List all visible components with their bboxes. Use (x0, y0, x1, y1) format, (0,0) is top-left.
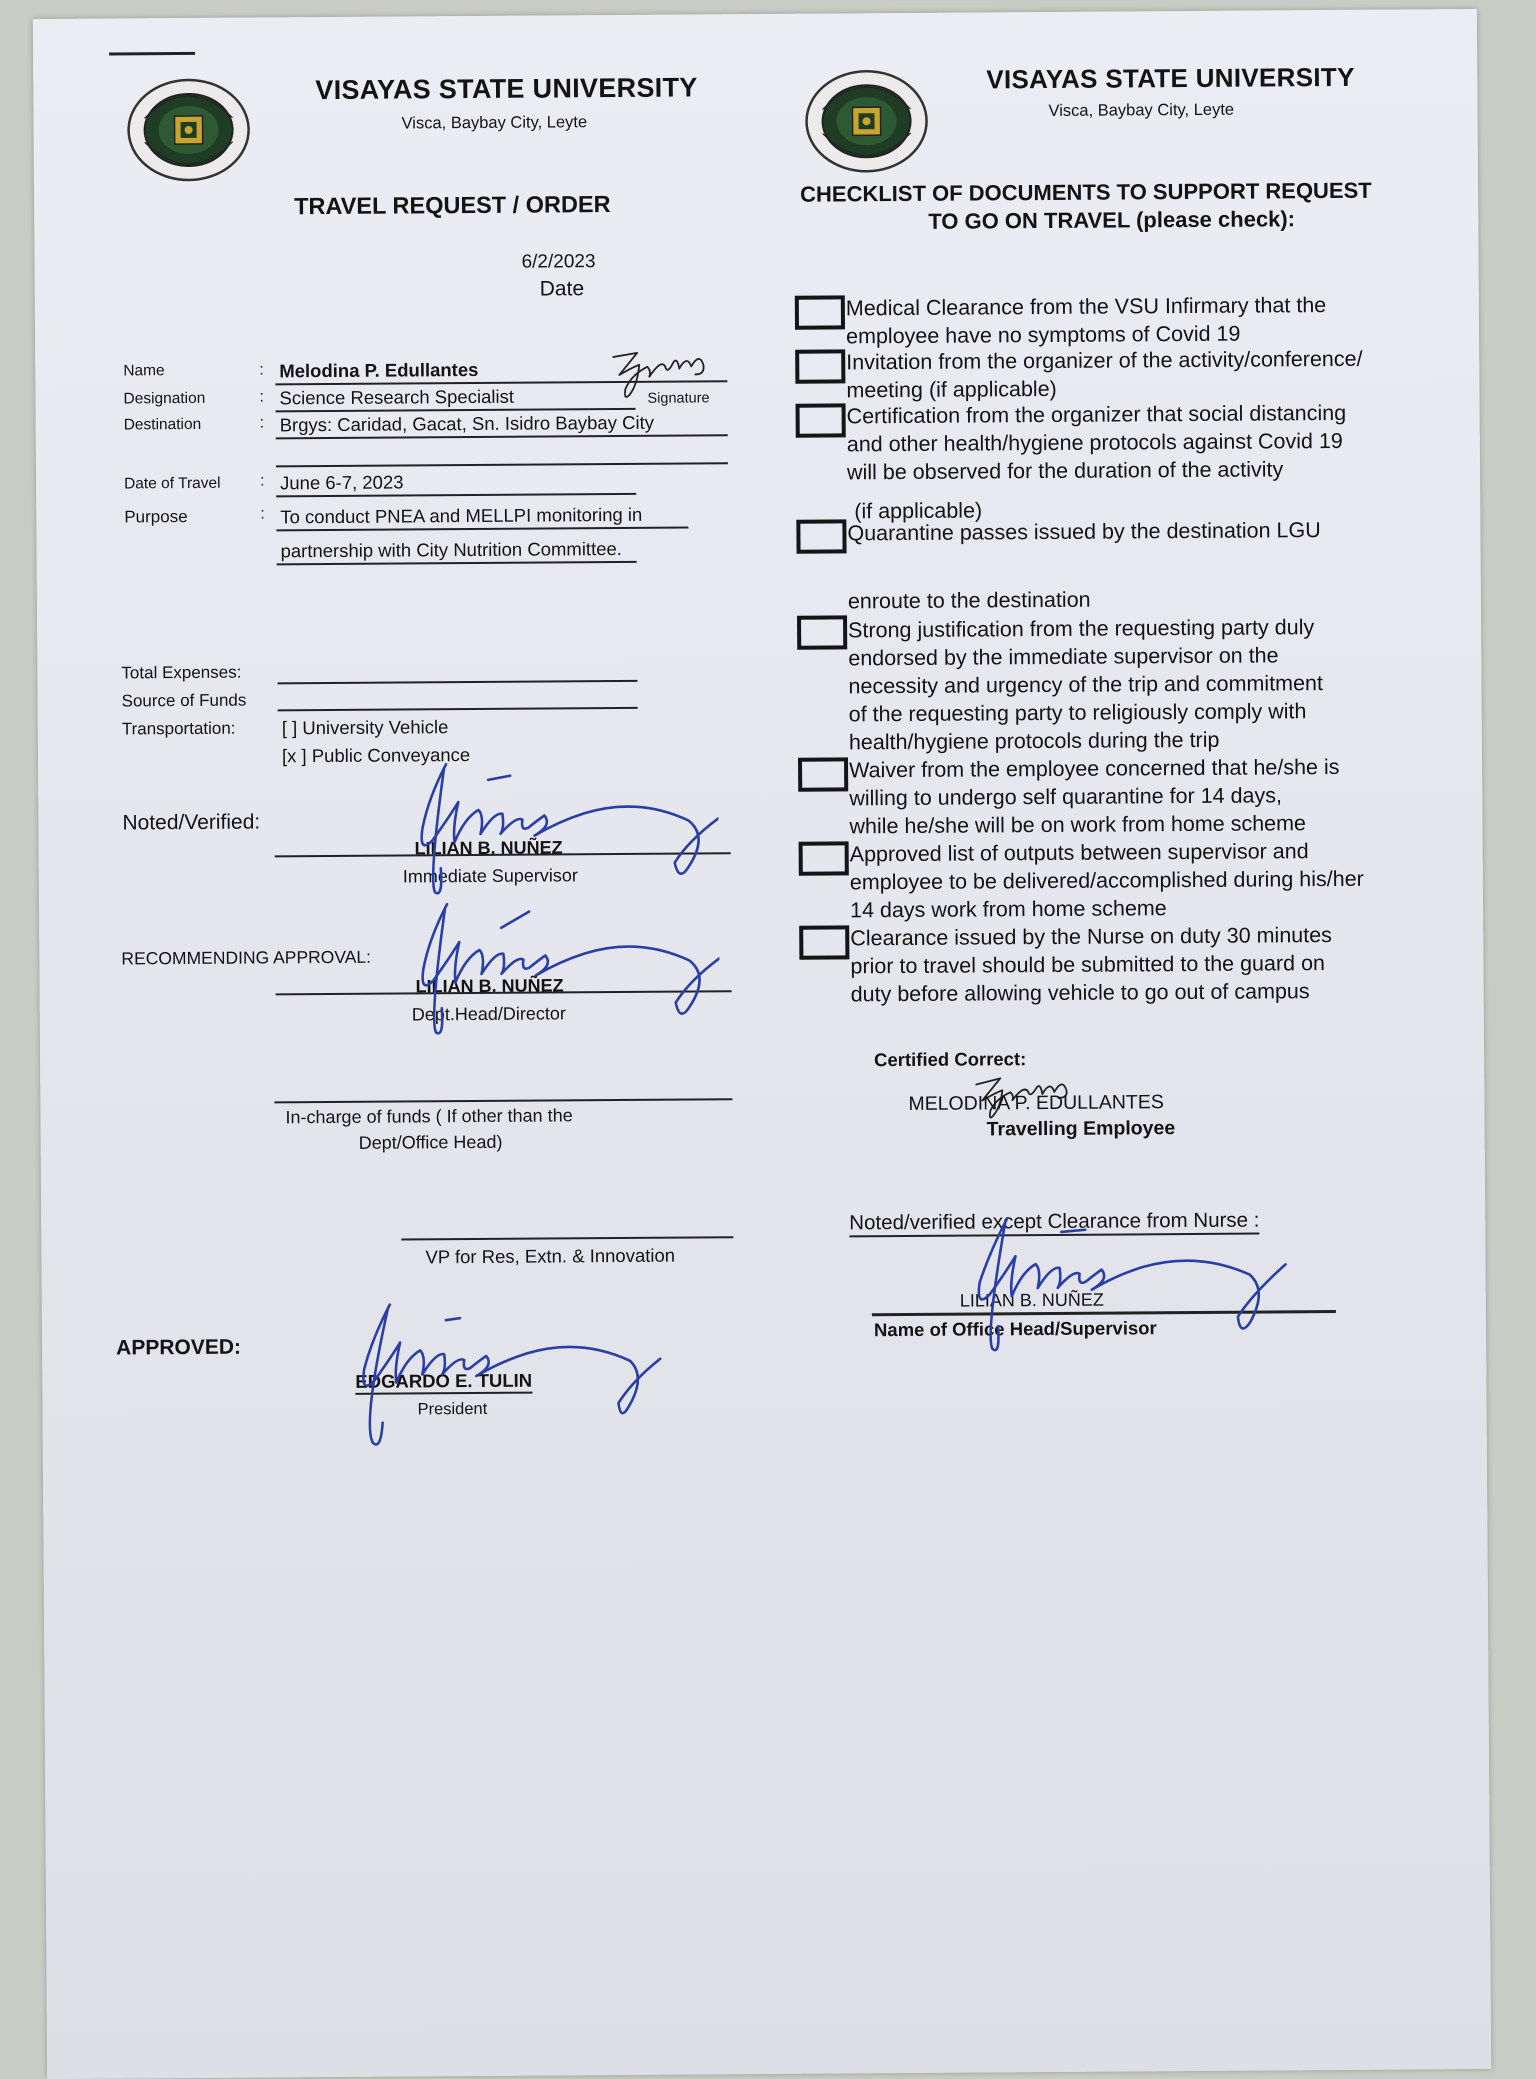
purpose-colon: : (260, 505, 265, 523)
checklist-title-line-1: CHECKLIST OF DOCUMENTS TO SUPPORT REQUEST (799, 177, 1372, 207)
destination-underline-2 (276, 462, 728, 467)
transport-option-university-vehicle: [ ] University Vehicle (281, 716, 449, 739)
recommending-approval-label: RECOMMENDING APPROVAL: (121, 946, 372, 969)
checklist-item-7-line-3: 14 days work from home scheme (849, 896, 1167, 923)
designation-value: Science Research Specialist (279, 385, 514, 409)
checklist-item-7-line-2: employee to be delivered/accomplished during his/her (849, 866, 1364, 895)
designation-colon: : (259, 388, 264, 406)
checkbox-nurse-clearance[interactable] (799, 925, 849, 959)
funds-signature-line (274, 1098, 732, 1103)
date-label: Date (539, 277, 585, 301)
checklist-item-8-line-1: Clearance issued by the Nurse on duty 30 minutes (850, 923, 1332, 951)
transport-option-public-conveyance: [x ] Public Conveyance (281, 744, 471, 767)
checklist-item-5-line-3: necessity and urgency of the trip and commitment (848, 671, 1324, 699)
checklist-item-2-line-1: Invitation from the organizer of the activity/conference/ (846, 346, 1363, 375)
dept-head-title: Dept.Head/Director (411, 1003, 566, 1025)
funds-label-line-2: Dept/Office Head) (358, 1131, 503, 1153)
destination-label: Destination (123, 415, 202, 434)
source-of-funds-line (278, 707, 638, 712)
checklist-item-3-line-3: will be observed for the duration of the activity (846, 457, 1284, 485)
checklist-item-5-line-4: of the requesting party to religiously comply with (848, 699, 1307, 727)
name-label: Name (123, 362, 165, 380)
name-value: Melodina P. Edullantes (279, 358, 479, 382)
checklist-item-8-line-3: duty before allowing vehicle to go out of campus (850, 979, 1310, 1007)
checklist-item-8-line-2: prior to travel should be submitted to the guard on (850, 951, 1326, 979)
name-colon: : (259, 361, 264, 379)
checkbox-approved-outputs[interactable] (799, 841, 849, 875)
document-page (33, 9, 1491, 2079)
university-name: VISAYAS STATE UNIVERSITY (315, 72, 698, 106)
form-title: TRAVEL REQUEST / ORDER (294, 191, 611, 220)
checklist-item-4-line-1: Quarantine passes issued by the destination LGU (847, 518, 1321, 546)
office-head-name: LILIAN B. NUÑEZ (959, 1289, 1104, 1311)
checklist-item-2-line-2: meeting (if applicable) (846, 376, 1057, 403)
checklist-item-3-line-2: and other health/hygiene protocols against Covid 19 (846, 428, 1343, 457)
checkbox-medical-clearance[interactable] (795, 295, 845, 329)
signature-label: Signature (647, 390, 710, 407)
checkbox-strong-justification[interactable] (797, 615, 847, 649)
checklist-item-5-line-2: endorsed by the immediate supervisor on the (848, 643, 1279, 671)
date-of-travel-label: Date of Travel (124, 474, 221, 493)
checklist-item-3-line-4: (if applicable) (854, 498, 983, 524)
approved-label: APPROVED: (116, 1335, 242, 1360)
vp-signature-line (401, 1236, 733, 1240)
purpose-line-1: To conduct PNEA and MELLPI monitoring in (280, 503, 643, 528)
date-of-travel-colon: : (259, 472, 265, 490)
date-of-travel-value: June 6-7, 2023 (279, 471, 404, 494)
certified-correct-label: Certified Correct: (874, 1048, 1027, 1071)
university-seal-logo (126, 78, 251, 183)
university-name-right: VISAYAS STATE UNIVERSITY (986, 61, 1355, 95)
office-head-signature-line (872, 1310, 1336, 1316)
total-expenses-line (277, 680, 637, 685)
checklist-item-1-line-1: Medical Clearance from the VSU Infirmary that the (845, 293, 1327, 321)
noted-except-clearance-label: Noted/verified except Clearance from Nurse : (849, 1209, 1259, 1238)
office-head-title: Name of Office Head/Supervisor (873, 1317, 1157, 1341)
checklist-item-6-line-1: Waiver from the employee concerned that he/she is (849, 754, 1340, 783)
noted-verified-label: Noted/Verified: (122, 810, 261, 835)
destination-colon: : (259, 414, 265, 432)
checkbox-waiver[interactable] (798, 757, 848, 791)
checklist-item-7-line-1: Approved list of outputs between supervisor and (849, 839, 1309, 867)
supervisor-title: Immediate Supervisor (402, 865, 578, 887)
checklist-item-5-line-1: Strong justification from the requesting party duly (848, 615, 1315, 643)
total-expenses-label: Total Expenses: (121, 662, 242, 683)
checklist-item-3-line-1: Certification from the organizer that social distancing (846, 400, 1347, 429)
checklist-item-4-line-2: enroute to the destination (847, 587, 1091, 614)
president-signature-image (342, 1281, 663, 1453)
checkbox-certification[interactable] (796, 403, 846, 437)
purpose-label: Purpose (124, 506, 188, 527)
purpose-line-2: partnership with City Nutrition Committee. (280, 537, 622, 562)
travelling-employee-title: Travelling Employee (986, 1117, 1176, 1141)
vp-title: VP for Res, Extn. & Innovation (425, 1244, 676, 1268)
designation-label: Designation (123, 389, 206, 408)
stray-mark (109, 52, 195, 56)
university-address: Visca, Baybay City, Leyte (401, 113, 588, 133)
funds-label-line-1: In-charge of funds ( If other than the (285, 1105, 573, 1128)
dept-head-name: LILIAN B. NUÑEZ (415, 975, 564, 997)
travelling-employee-name: MELODINA P. EDULLANTES (908, 1091, 1164, 1115)
checkbox-quarantine-passes[interactable] (796, 519, 846, 553)
president-name: EDGARDO E. TULIN (355, 1370, 532, 1395)
president-title: President (417, 1399, 488, 1419)
university-address-right: Visca, Baybay City, Leyte (1048, 100, 1235, 120)
checklist-item-5-line-5: health/hygiene protocols during the trip (848, 727, 1220, 755)
supervisor-name: LILIAN B. NUÑEZ (414, 837, 563, 859)
source-of-funds-label: Source of Funds (121, 690, 247, 711)
transportation-label: Transportation: (121, 718, 236, 739)
checklist-item-6-line-3: while he/she will be on work from home scheme (849, 811, 1307, 839)
checklist-item-6-line-2: willing to undergo self quarantine for 14 days, (849, 783, 1283, 811)
date-value: 6/2/2023 (521, 251, 596, 273)
checklist-title-line-2: TO GO ON TRAVEL (please check): (928, 206, 1296, 234)
university-seal-logo-right (804, 69, 929, 174)
checklist-item-1-line-2: employee have no symptoms of Covid 19 (845, 321, 1241, 349)
checkbox-invitation[interactable] (795, 349, 845, 383)
destination-value: Brgys: Caridad, Gacat, Sn. Isidro Baybay City (279, 411, 654, 436)
